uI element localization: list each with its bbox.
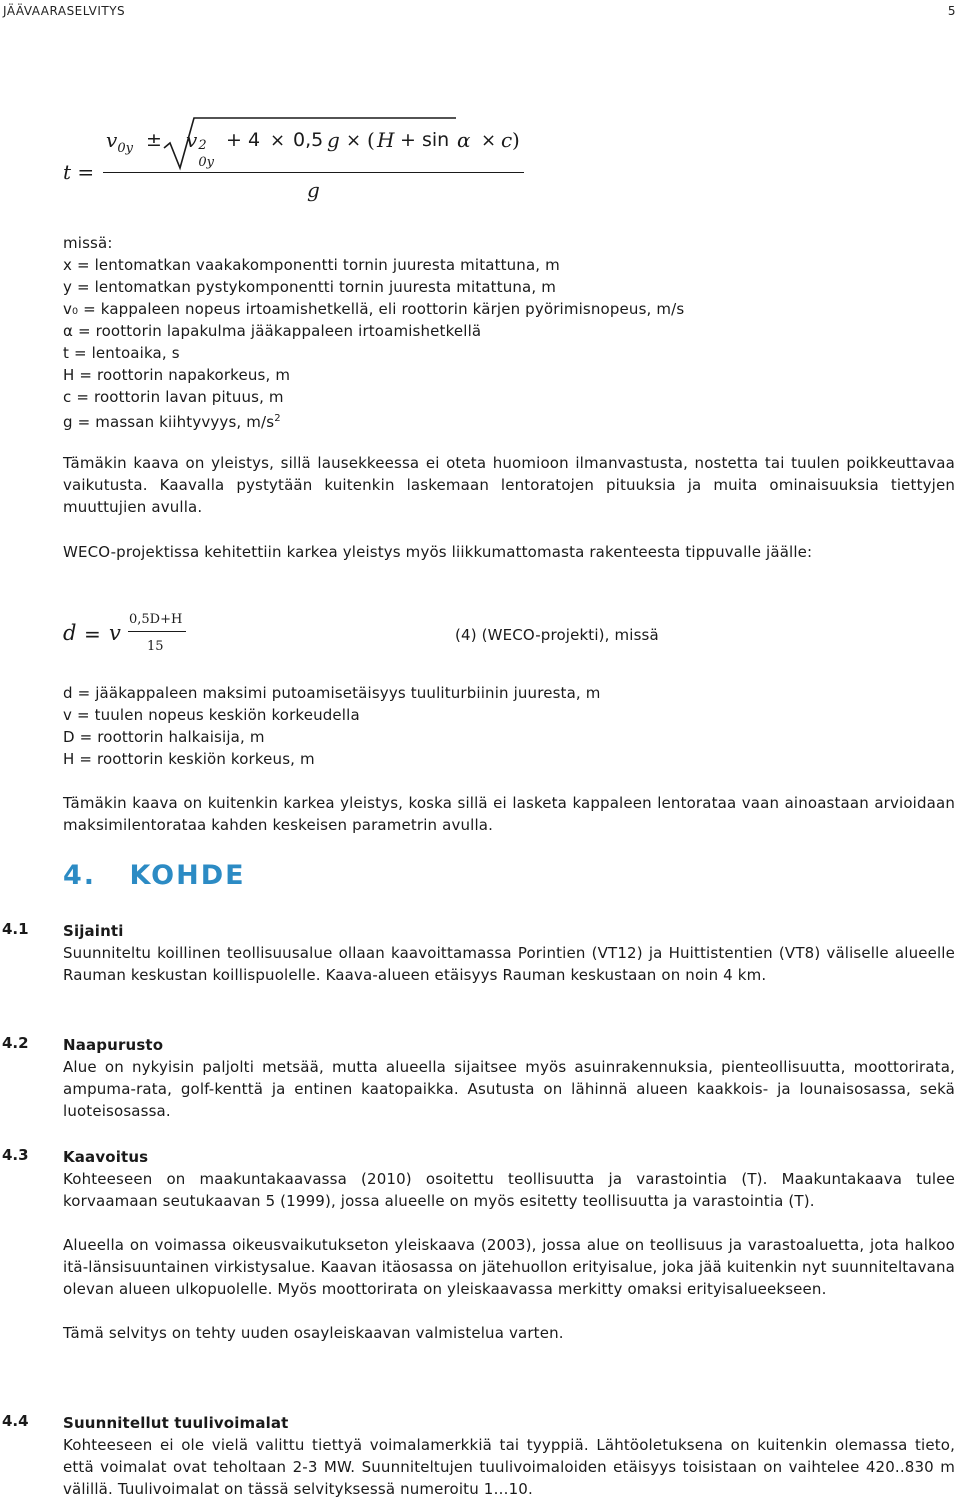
formula-v0y: $v_{0y}$ [106,128,133,156]
formula-v-squared: v 2 0y [186,128,214,170]
section-naapurusto [63,1034,955,1122]
section-title: Naapurusto [63,1036,164,1054]
plus-four: + 4 [226,129,261,151]
section-number: 4.4 [2,1412,29,1430]
section-number: 4.1 [2,920,29,938]
exponent-fraction-bar [128,631,186,632]
times-sign-3: × [481,130,497,151]
section-paragraph: Alueella on voimassa oikeusvaikutukseton yleiskaava (2003), jossa alue on teollisuus ja varastoaluetta, jota halkoo itä-länsisuuntainen virkistysalue. Kaavan itäosassa on jätehuollon erityisalue, joka jää kuitenkin nyt suunniteltavana olevan alueen ulkopuolelle. Myös moottorirata on yleiskaavassa merkitty omaksi erityisalueekseen. [63,1236,955,1298]
paren-close: ) [512,128,520,152]
paragraph-rough-generalization: Tämäkin kaava on kuitenkin karkea yleistys, koska sillä ei lasketa kappaleen lentorataa vaan ainoastaan arvioidaan maksimilentorataa kahden keskeisen parametrin avulla. [63,794,955,834]
paragraph-generalization: Tämäkin kaava on yleistys, sillä lausekkeessa ei oteta huomioon ilmanvastusta, nostetta tai tuulen poikkeuttavaa vaikutusta. Kaavalla pystytään kuitenkin laskemaan lentoratojen pituuksia ja muita ominaisuuksia tiettyjen muuttujien avulla. [63,454,955,516]
section-paragraph: Alue on nykyisin paljolti metsää, mutta alueella sijaitsee myös asuinrakennuksia, pienteollisuutta, moottorirata, ampuma-rata, golf-kenttä ja entinen kaatopaikka. Asutusta on lähinnä alueen kaakkois- ja lounaisosassa, sekä luoteisosassa. [63,1058,955,1120]
definition-line: t = lentoaika, s [63,344,180,362]
definition-line: g = massan kiihtyvyys, $m/s^2$ [63,413,281,431]
definitions-list-2 [63,682,955,770]
formula-H: H [377,128,395,152]
section-sijainti [63,920,955,986]
exponent-numerator: 0,5D+H [129,612,183,627]
chapter-heading [63,860,246,891]
running-header-title: JÄÄVAARASELVITYS [3,4,126,18]
section-title: Suunnitellut tuulivoimalat [63,1414,289,1432]
formula-label: (4) (WECO-projekti), missä [455,626,659,644]
formula-equals: = [84,622,101,646]
chapter-number: 4. [63,860,97,891]
section-paragraph: Suunniteltu koillinen teollisuusalue ollaan kaavoittamassa Porintien (VT12) ja Huittistentien (VT8) väliselle alueelle Rauman keskustan koillispuolelle. Kaava-alueen etäisyys Rauman keskustaan on noin 4 km. [63,944,955,984]
section-number: 4.2 [2,1034,29,1052]
definition-line: c = roottorin lavan pituus, m [63,388,284,406]
paren-open: ( [367,128,375,152]
formula-alpha: α [457,128,471,152]
formula-c: c [501,128,513,152]
fraction-bar [103,172,524,173]
section-tuulivoimalat [63,1412,955,1500]
exponent-denominator: 15 [147,639,164,654]
section-paragraph: Tämä selvitys on tehty uuden osayleiskaavan valmistelua varten. [63,1324,564,1342]
coefficient: 0,5 [293,129,324,151]
definition-line: H = roottorin napakorkeus, m [63,366,291,384]
section-title: Kaavoitus [63,1148,149,1166]
definition-line: y = lentomatkan pystykomponentti tornin juuresta mitattuna, m [63,278,557,296]
section-paragraph: Kohteeseen ei ole vielä valittu tiettyä voimalamerkkiä tai tyyppiä. Lähtöoletuksena on kuitenkin olemassa tieto, että voimalat ovat teholtaan 2-3 MW. Suunniteltujen tuulivoimaloiden etäisyys toisistaan on vaihtelee 420..830 m välillä. Tuulivoimalat on tässä selvityksessä numeroitu 1…10. [63,1436,955,1498]
formula-g: g [327,128,340,152]
chapter-title: KOHDE [129,860,246,891]
formula-lhs: t = [63,160,95,184]
definition-line: x = lentomatkan vaakakomponentti tornin juuresta mitattuna, m [63,256,560,274]
section-kaavoitus [63,1146,955,1344]
definition-line: v = tuulen nopeus keskiön korkeudella [63,706,360,724]
plus-sin: + sin [400,129,450,151]
definition-line: v₀ = kappaleen nopeus irtoamishetkellä, eli roottorin kärjen pyörimisnopeus, m/s [63,300,685,318]
plus-minus-sign: ± [146,129,162,151]
definition-line: H = roottorin keskiön korkeus, m [63,750,315,768]
times-sign-2: × [346,130,362,151]
section-title: Sijainti [63,922,124,940]
formula-d: d [63,621,77,645]
definition-line: D = roottorin halkaisija, m [63,728,265,746]
formula-v: v [109,621,121,645]
paragraph-weco: WECO-projektissa kehitettiin karkea yleistys myös liikkumattomasta rakenteesta tippuvalle jäälle: [63,543,813,561]
definition-line: α = roottorin lapakulma jääkappaleen irtoamishetkellä [63,322,482,340]
definition-line: d = jääkappaleen maksimi putoamisetäisyys tuuliturbiinin juuresta, m [63,684,601,702]
times-sign-1: × [270,130,286,151]
definitions-list-1 [63,232,955,433]
formula-denominator: g [307,178,320,202]
section-paragraph: Kohteeseen on maakuntakaavassa (2010) osoitettu teollisuutta ja varastointia (T). Maakuntakaava tulee korvaamaan seutukaavan 5 (1999), jossa alueelle on myös esitetty teollisuutta ja varastointia (T). [63,1170,955,1210]
definitions-intro: missä: [63,234,113,252]
section-number: 4.3 [2,1146,29,1164]
page-number: 5 [947,4,956,18]
